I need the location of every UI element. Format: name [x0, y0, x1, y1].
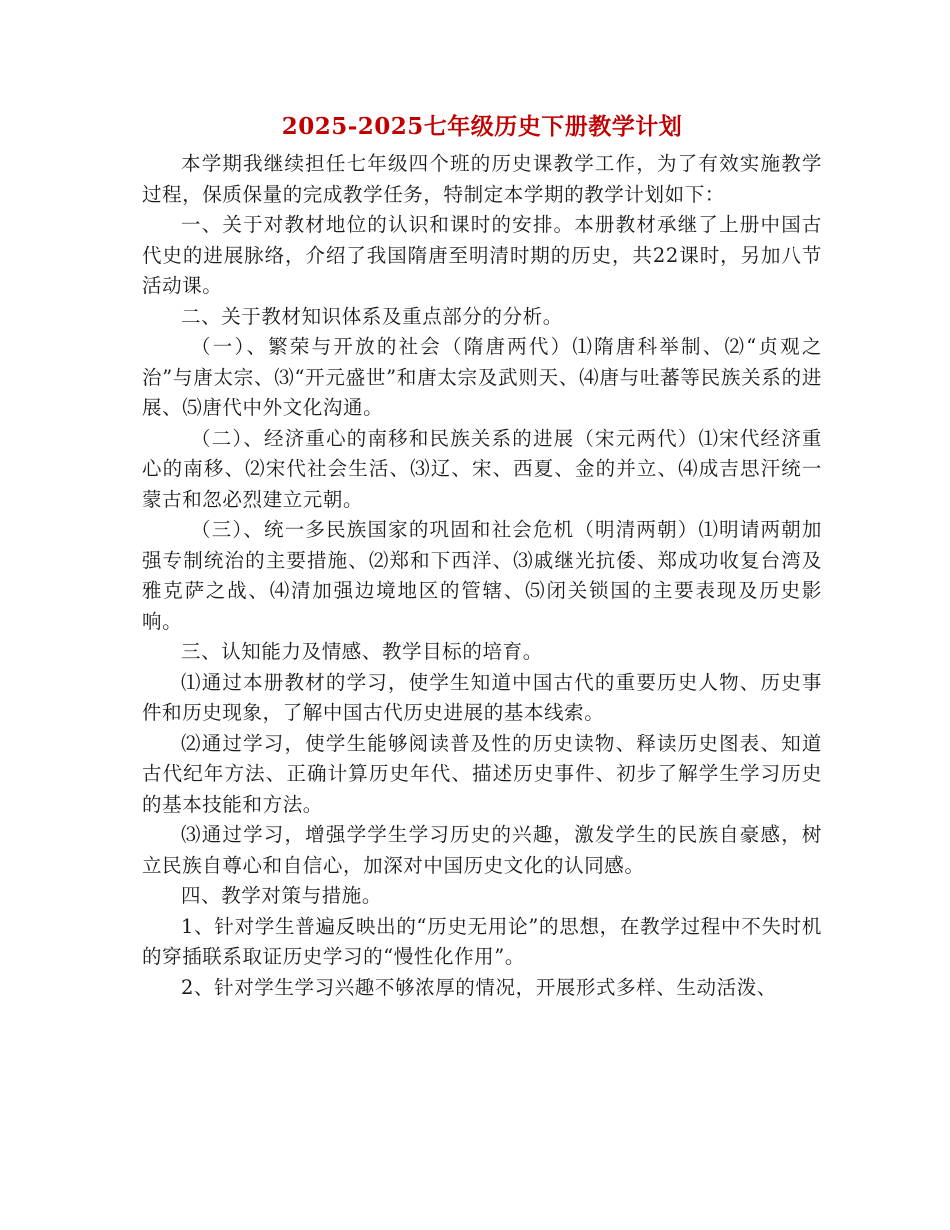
section-3-item-1: ⑴通过本册教材的学习，使学生知道中国古代的重要历史人物、历史事件和历史现象，了解中国古代历史进展的基本线索。: [142, 670, 822, 724]
section-3-item-3: ⑶通过学习，增强学学生学习历史的兴趣，激发学生的民族自豪感，树立民族自尊心和自信心，加深对中国历史文化的认同感。: [142, 823, 822, 877]
intro-paragraph: 本学期我继续担任七年级四个班的历史课教学工作，为了有效实施教学过程，保质保量的完成教学任务，特制定本学期的教学计划如下：: [142, 152, 822, 206]
document-title: 2025-2025七年级历史下册教学计划: [281, 113, 683, 140]
section-2-item-3: （三）、统一多民族国家的巩固和社会危机（明清两朝）⑴明请两朝加强专制统治的主要措施、⑵郑和下西洋、⑶戚继光抗倭、郑成功收复台湾及雅克萨之战、⑷清加强边境地区的管辖、⑸闭关锁国的主要表现及历史影响。: [142, 518, 822, 633]
section-1-paragraph: 一、关于对教材地位的认识和课时的安排。本册教材承继了上册中国古代史的进展脉络，介绍了我国隋唐至明清时期的历史，共22课时，另加八节活动课。: [142, 213, 822, 297]
section-3-item-2: ⑵通过学习，使学生能够阅读普及性的历史读物、释读历史图表、知道古代纪年方法、正确计算历史年代、描述历史事件、初步了解学生学习历史的基本技能和方法。: [142, 731, 822, 816]
document-page: [142, 110, 822, 1003]
section-4-item-1: 1、针对学生普遍反映出的“历史无用论”的思想，在教学过程中不失时机的穿插联系取证历史学习的“慢性化作用”。: [142, 914, 822, 968]
section-4-heading: 四、教学对策与措施。: [181, 884, 383, 907]
section-2-item-1: （一）、繁荣与开放的社会（隋唐两代）⑴隋唐科举制、⑵“贞观之治”与唐太宗、⑶“开元盛世”和唐太宗及武则天、⑷唐与吐蕃等民族关系的进展、⑸唐代中外文化沟通。: [142, 335, 822, 419]
section-3-heading: 三、认知能力及情感、教学目标的培育。: [181, 640, 543, 663]
section-2-heading: 二、关于教材知识体系及重点部分的分析。: [181, 304, 563, 328]
section-2-item-2: （二）、经济重心的南移和民族关系的进展（宋元两代）⑴宋代经济重心的南移、⑵宋代社会生活、⑶辽、宋、西夏、金的并立、⑷成吉思汗统一蒙古和忽必烈建立元朝。: [142, 426, 822, 511]
section-4-item-2: 2、针对学生学习兴趣不够浓厚的情况，开展形式多样、生动活泼、: [181, 975, 777, 999]
